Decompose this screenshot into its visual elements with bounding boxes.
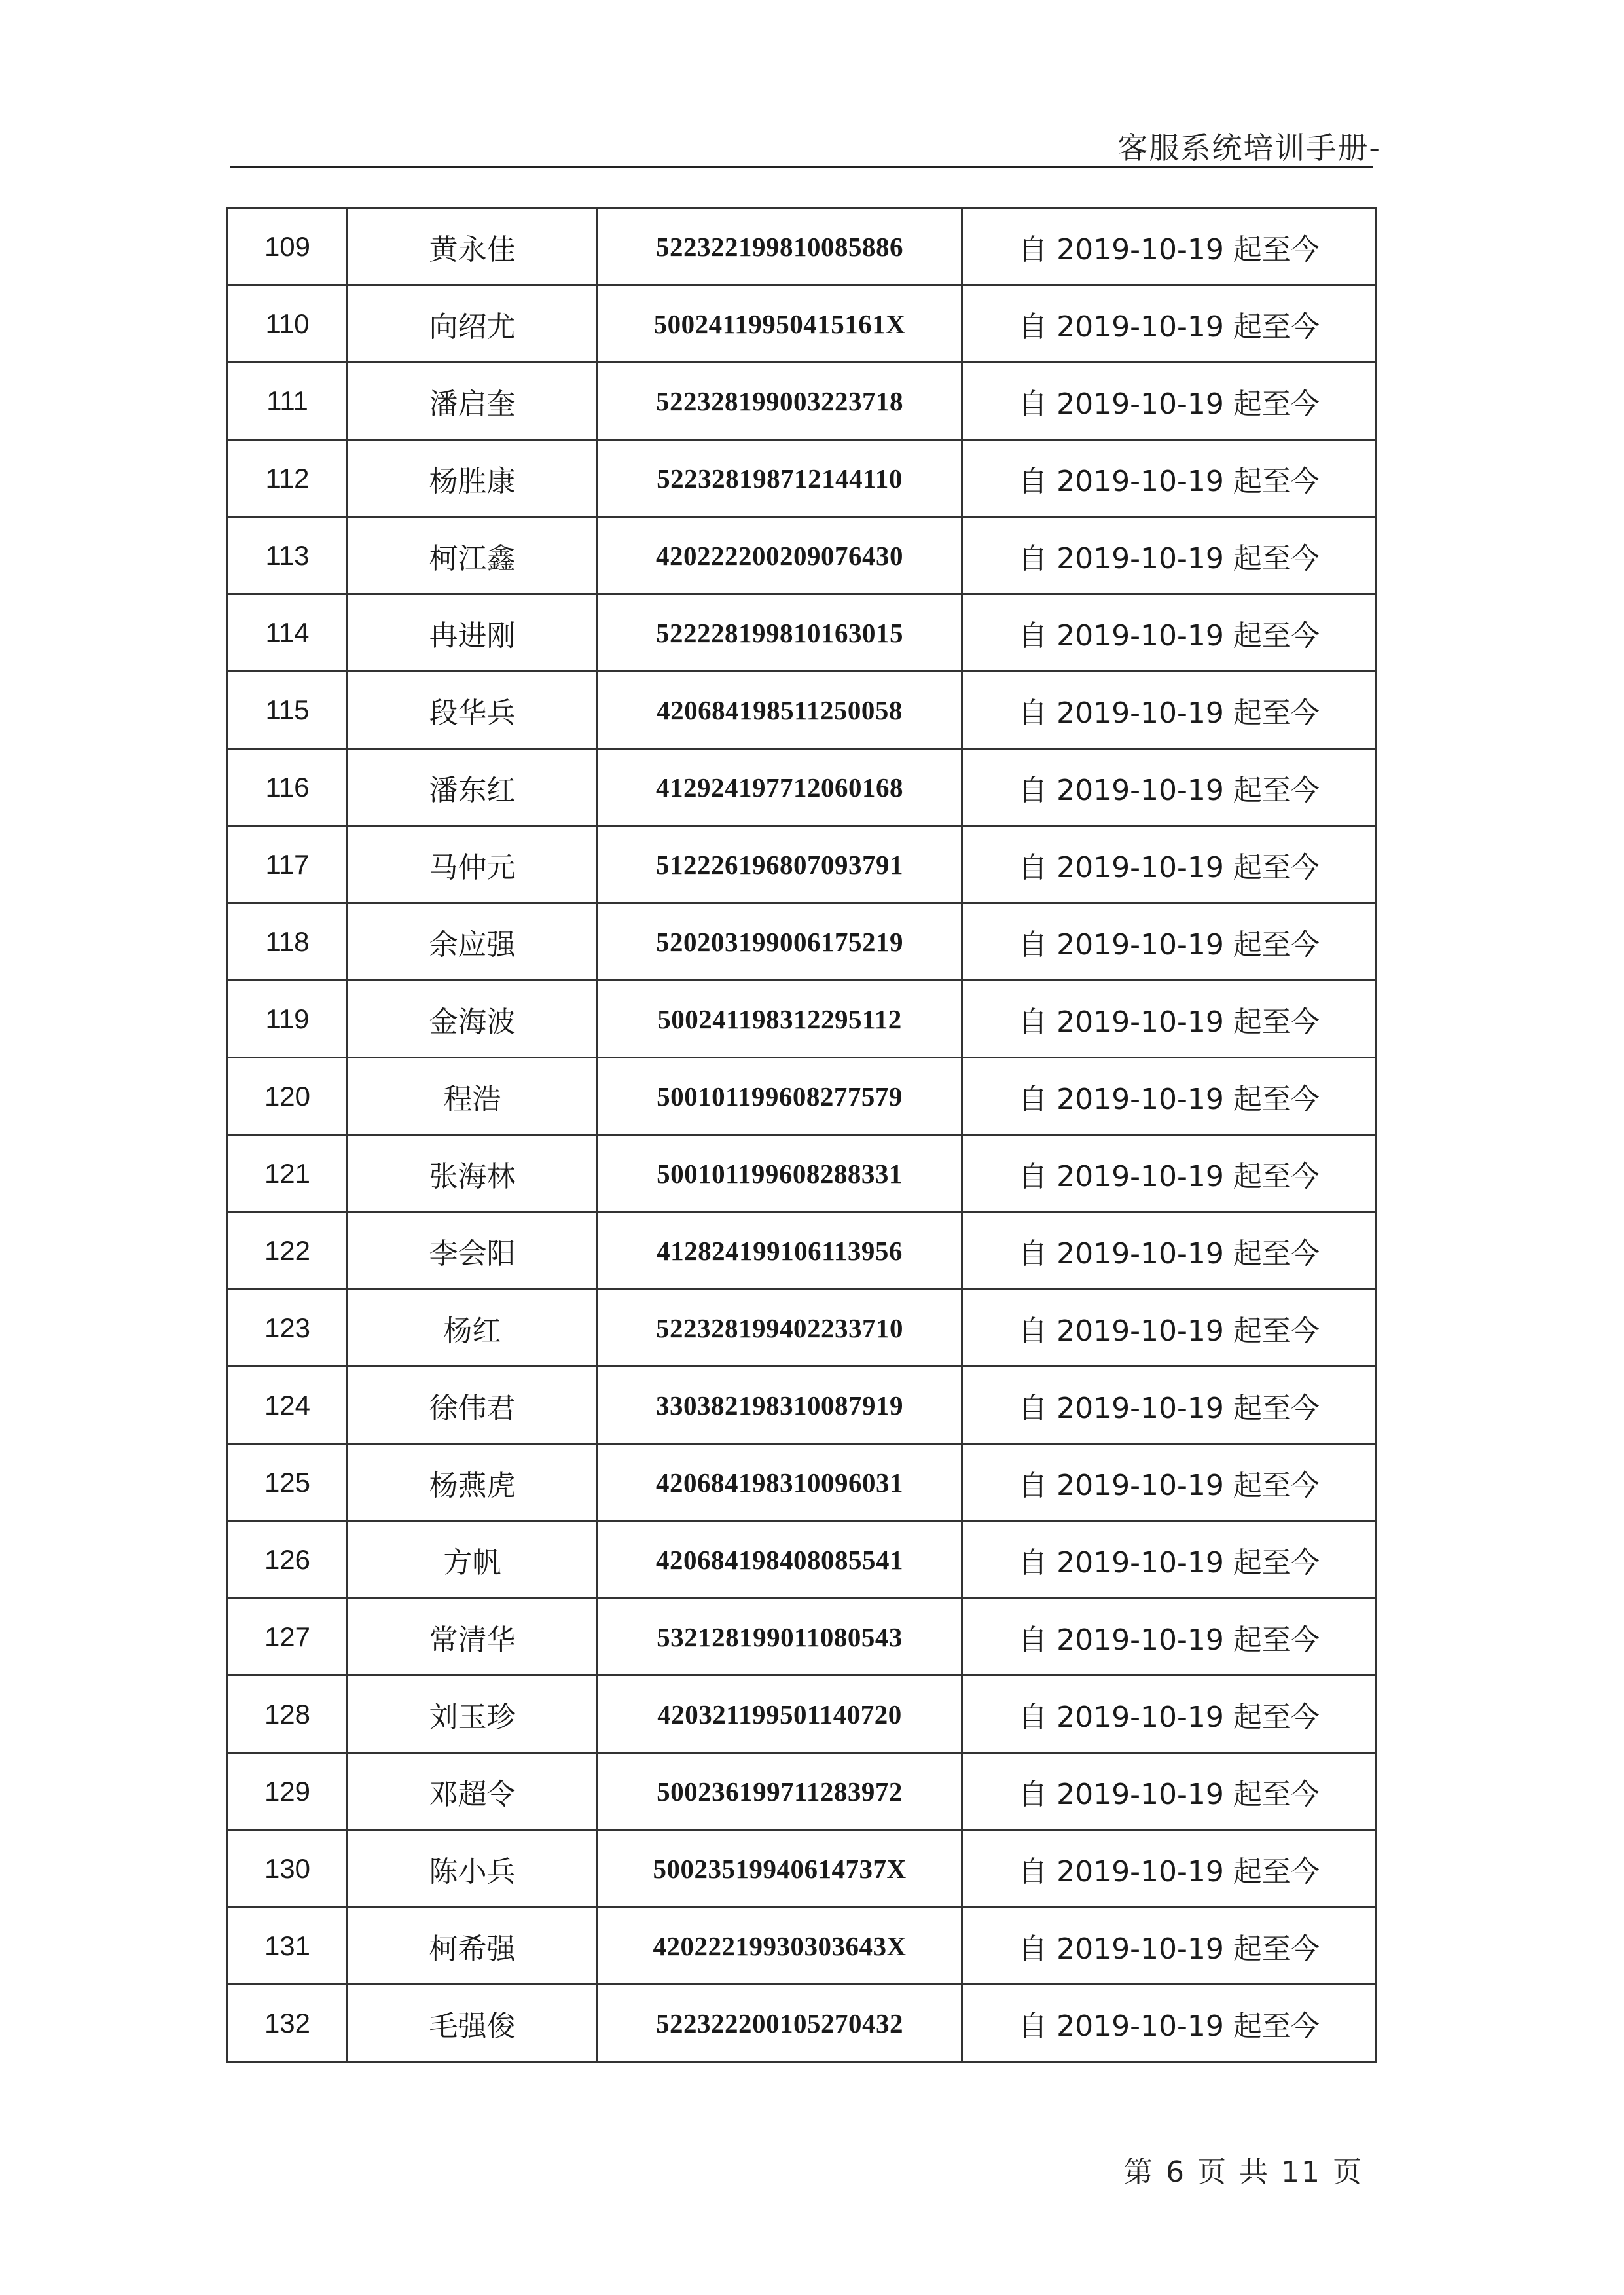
table-row: [228, 1444, 1377, 1521]
employee-name: 杨燕虎: [348, 1444, 598, 1521]
employee-name: 徐伟君: [348, 1367, 598, 1444]
employee-name: 常清华: [348, 1599, 598, 1676]
row-number: 111: [228, 363, 348, 440]
row-number: 127: [228, 1599, 348, 1676]
id-number: 420684198310096031: [598, 1444, 962, 1521]
employee-name: 柯江鑫: [348, 517, 598, 594]
table-row: [228, 1367, 1377, 1444]
id-number: 50024119950415161X: [598, 285, 962, 363]
employment-period: 自 2019-10-19 起至今: [962, 981, 1377, 1058]
employment-period: 自 2019-10-19 起至今: [962, 1907, 1377, 1985]
table-row: [228, 826, 1377, 903]
id-number: 420321199501140720: [598, 1676, 962, 1753]
row-number: 121: [228, 1135, 348, 1212]
table-row: [228, 1830, 1377, 1907]
row-number: 117: [228, 826, 348, 903]
employee-name: 邓超令: [348, 1753, 598, 1830]
table-row: [228, 672, 1377, 749]
table-row: [228, 1599, 1377, 1676]
row-number: 123: [228, 1290, 348, 1367]
page-number: 第 6 页 共 11 页: [1124, 2156, 1363, 2189]
employment-period: 自 2019-10-19 起至今: [962, 1135, 1377, 1212]
table-row: [228, 594, 1377, 672]
row-number: 109: [228, 208, 348, 285]
id-number: 520203199006175219: [598, 903, 962, 981]
employment-period: 自 2019-10-19 起至今: [962, 826, 1377, 903]
table-row: [228, 363, 1377, 440]
table-row: [228, 1676, 1377, 1753]
row-number: 118: [228, 903, 348, 981]
employment-period: 自 2019-10-19 起至今: [962, 1599, 1377, 1676]
table-row: [228, 1753, 1377, 1830]
employee-name: 刘玉珍: [348, 1676, 598, 1753]
employee-name: 潘东红: [348, 749, 598, 826]
row-number: 131: [228, 1907, 348, 1985]
employee-name: 余应强: [348, 903, 598, 981]
employment-period: 自 2019-10-19 起至今: [962, 363, 1377, 440]
row-number: 115: [228, 672, 348, 749]
employment-period: 自 2019-10-19 起至今: [962, 208, 1377, 285]
employee-name: 黄永佳: [348, 208, 598, 285]
id-number: 420684198408085541: [598, 1521, 962, 1599]
table-row: [228, 981, 1377, 1058]
employment-period: 自 2019-10-19 起至今: [962, 1212, 1377, 1290]
table-row: [228, 749, 1377, 826]
roster-table: [226, 207, 1377, 2063]
table-row: [228, 517, 1377, 594]
employee-name: 潘启奎: [348, 363, 598, 440]
row-number: 122: [228, 1212, 348, 1290]
employment-period: 自 2019-10-19 起至今: [962, 1830, 1377, 1907]
id-number: 532128199011080543: [598, 1599, 962, 1676]
employment-period: 自 2019-10-19 起至今: [962, 1521, 1377, 1599]
employee-name: 李会阳: [348, 1212, 598, 1290]
table-row: [228, 285, 1377, 363]
id-number: 500241198312295112: [598, 981, 962, 1058]
table-row: [228, 1290, 1377, 1367]
table-row: [228, 1058, 1377, 1135]
row-number: 114: [228, 594, 348, 672]
employee-name: 向绍尤: [348, 285, 598, 363]
id-number: 522328199402233710: [598, 1290, 962, 1367]
id-number: 500101199608277579: [598, 1058, 962, 1135]
employee-name: 杨胜康: [348, 440, 598, 517]
employment-period: 自 2019-10-19 起至今: [962, 903, 1377, 981]
employee-name: 金海波: [348, 981, 598, 1058]
employee-name: 柯希强: [348, 1907, 598, 1985]
employment-period: 自 2019-10-19 起至今: [962, 1367, 1377, 1444]
row-number: 132: [228, 1985, 348, 2062]
id-number: 420222200209076430: [598, 517, 962, 594]
table-row: [228, 1212, 1377, 1290]
employee-name: 段华兵: [348, 672, 598, 749]
employment-period: 自 2019-10-19 起至今: [962, 517, 1377, 594]
employment-period: 自 2019-10-19 起至今: [962, 672, 1377, 749]
employee-name: 张海林: [348, 1135, 598, 1212]
id-number: 412824199106113956: [598, 1212, 962, 1290]
row-number: 125: [228, 1444, 348, 1521]
employee-name: 杨红: [348, 1290, 598, 1367]
row-number: 124: [228, 1367, 348, 1444]
header-divider: [230, 166, 1373, 168]
employment-period: 自 2019-10-19 起至今: [962, 1058, 1377, 1135]
employee-name: 冉进刚: [348, 594, 598, 672]
row-number: 120: [228, 1058, 348, 1135]
employment-period: 自 2019-10-19 起至今: [962, 1290, 1377, 1367]
row-number: 113: [228, 517, 348, 594]
table-row: [228, 1985, 1377, 2062]
id-number: 412924197712060168: [598, 749, 962, 826]
id-number: 522328198712144110: [598, 440, 962, 517]
row-number: 112: [228, 440, 348, 517]
employment-period: 自 2019-10-19 起至今: [962, 440, 1377, 517]
id-number: 500101199608288331: [598, 1135, 962, 1212]
employment-period: 自 2019-10-19 起至今: [962, 1985, 1377, 2062]
table-row: [228, 903, 1377, 981]
row-number: 116: [228, 749, 348, 826]
row-number: 126: [228, 1521, 348, 1599]
table-row: [228, 208, 1377, 285]
table-row: [228, 440, 1377, 517]
table-row: [228, 1135, 1377, 1212]
table-row: [228, 1521, 1377, 1599]
id-number: 330382198310087919: [598, 1367, 962, 1444]
id-number: 522322200105270432: [598, 1985, 962, 2062]
document-header-title: 客服系统培训手册-: [1117, 130, 1381, 166]
employee-name: 程浩: [348, 1058, 598, 1135]
employment-period: 自 2019-10-19 起至今: [962, 594, 1377, 672]
id-number: 512226196807093791: [598, 826, 962, 903]
table-row: [228, 1907, 1377, 1985]
employment-period: 自 2019-10-19 起至今: [962, 1753, 1377, 1830]
employment-period: 自 2019-10-19 起至今: [962, 285, 1377, 363]
id-number: 50023519940614737X: [598, 1830, 962, 1907]
id-number: 420684198511250058: [598, 672, 962, 749]
employment-period: 自 2019-10-19 起至今: [962, 1676, 1377, 1753]
row-number: 128: [228, 1676, 348, 1753]
row-number: 110: [228, 285, 348, 363]
employee-name: 陈小兵: [348, 1830, 598, 1907]
employee-name: 毛强俊: [348, 1985, 598, 2062]
row-number: 129: [228, 1753, 348, 1830]
id-number: 522322199810085886: [598, 208, 962, 285]
id-number: 500236199711283972: [598, 1753, 962, 1830]
roster-table-body: [228, 208, 1377, 2062]
id-number: 522228199810163015: [598, 594, 962, 672]
id-number: 522328199003223718: [598, 363, 962, 440]
id-number: 42022219930303643X: [598, 1907, 962, 1985]
row-number: 119: [228, 981, 348, 1058]
employee-name: 马仲元: [348, 826, 598, 903]
employee-name: 方帆: [348, 1521, 598, 1599]
row-number: 130: [228, 1830, 348, 1907]
employment-period: 自 2019-10-19 起至今: [962, 749, 1377, 826]
employment-period: 自 2019-10-19 起至今: [962, 1444, 1377, 1521]
